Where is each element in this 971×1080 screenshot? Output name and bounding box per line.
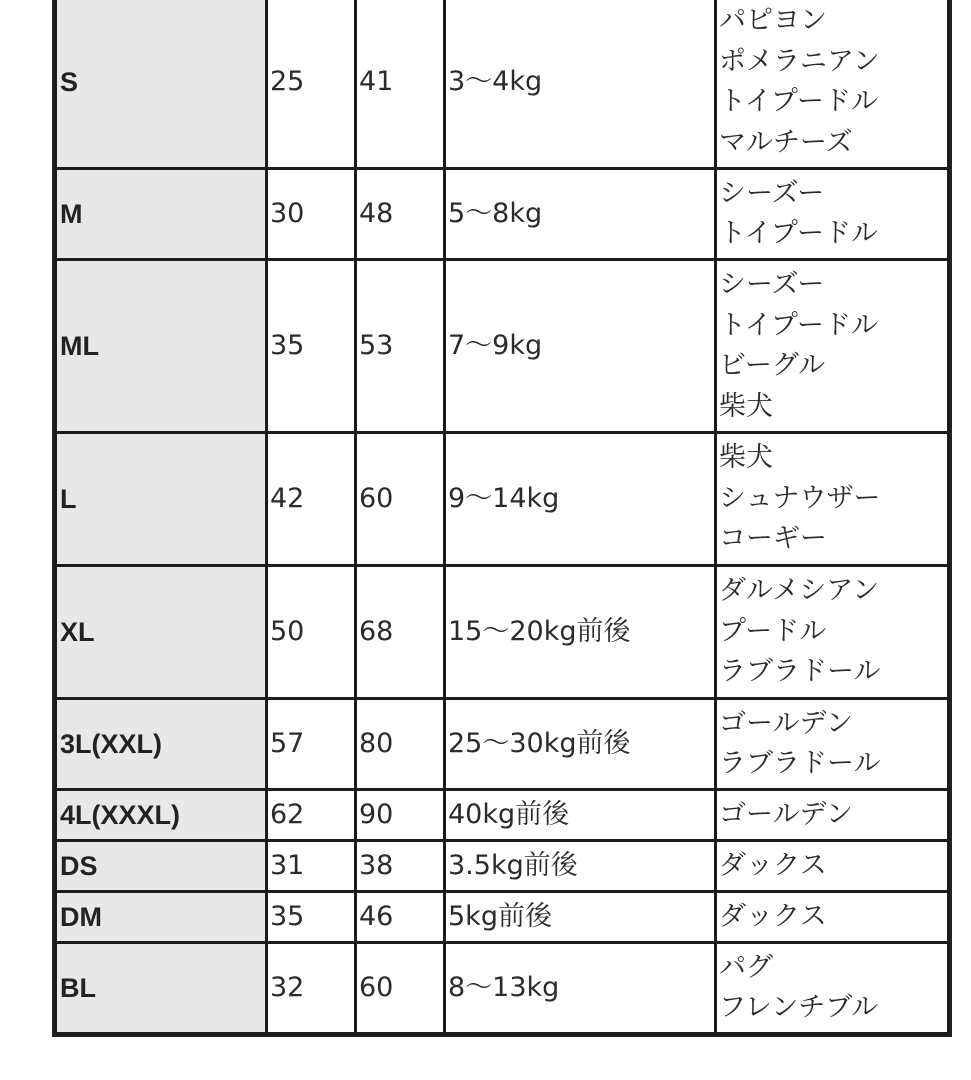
breed-name: パグ <box>719 951 773 983</box>
breed-name: ダルメシアン <box>719 575 880 607</box>
measurement-cell-1: 31 <box>268 842 354 890</box>
breed-name: トイプードル <box>719 86 879 117</box>
breed-name: ダックス <box>719 900 827 932</box>
weight-cell: 5kg前後 <box>446 893 714 941</box>
measurement-cell-1: 35 <box>268 261 354 431</box>
breed-name: フレンチブル <box>719 992 879 1023</box>
table-row <box>57 567 947 697</box>
table-row <box>57 842 947 890</box>
measurement-cell-2: 60 <box>357 434 443 564</box>
breed-name: ダックス <box>719 849 827 881</box>
measurement-cell-1: 30 <box>268 170 354 258</box>
breed-name: ポメラニアン <box>719 45 880 77</box>
weight-cell: 3.5kg前後 <box>446 842 714 890</box>
table-body <box>57 0 947 1032</box>
breed-name: ビーグル <box>719 350 826 381</box>
breeds-cell <box>717 842 947 890</box>
measurement-cell-1: 62 <box>268 791 354 839</box>
measurement-cell-2: 60 <box>357 944 443 1032</box>
weight-cell: 5〜8kg <box>446 170 714 258</box>
breed-name: トイプードル <box>719 218 879 249</box>
size-cell: ML <box>57 261 265 431</box>
measurement-cell-1: 57 <box>268 700 354 788</box>
weight-cell: 3〜4kg <box>446 0 714 167</box>
size-cell: S <box>57 0 265 167</box>
weight-cell: 25〜30kg前後 <box>446 700 714 788</box>
weight-cell: 8〜13kg <box>446 944 714 1032</box>
breed-name: シュナウザー <box>719 482 881 514</box>
size-chart-table <box>52 0 952 1037</box>
breeds-cell <box>717 567 947 697</box>
measurement-cell-1: 50 <box>268 567 354 697</box>
measurement-cell-1: 25 <box>268 0 354 167</box>
breeds-cell <box>717 170 947 258</box>
measurement-cell-2: 38 <box>357 842 443 890</box>
breed-name: ラブラドール <box>719 748 881 779</box>
breeds-cell <box>717 893 947 941</box>
breed-name: ゴールデン <box>719 707 853 739</box>
size-cell: XL <box>57 567 265 697</box>
measurement-cell-2: 48 <box>357 170 443 258</box>
size-cell: 3L(XXL) <box>57 700 265 788</box>
breed-name: ラブラドール <box>719 656 881 688</box>
table-row <box>57 700 947 788</box>
breed-name: プードル <box>719 615 827 647</box>
weight-cell: 15〜20kg前後 <box>446 567 714 697</box>
size-cell: BL <box>57 944 265 1032</box>
measurement-cell-1: 42 <box>268 434 354 564</box>
measurement-cell-1: 32 <box>268 944 354 1032</box>
breeds-cell <box>717 791 947 839</box>
weight-cell: 40kg前後 <box>446 791 714 839</box>
breeds-cell <box>717 0 947 167</box>
size-cell: DM <box>57 893 265 941</box>
breed-name: パピヨン <box>719 5 827 36</box>
table-row <box>57 261 947 431</box>
breeds-cell <box>717 700 947 788</box>
breed-name: マルチーズ <box>719 126 853 158</box>
breed-name: コーギー <box>719 523 827 555</box>
breed-name: トイプードル <box>719 309 879 341</box>
measurement-cell-2: 53 <box>357 261 443 431</box>
weight-cell: 9〜14kg <box>446 434 714 564</box>
size-cell: M <box>57 170 265 258</box>
table-row <box>57 944 947 1032</box>
measurement-cell-1: 35 <box>268 893 354 941</box>
measurement-cell-2: 90 <box>357 791 443 839</box>
breed-name: 柴犬 <box>719 442 773 474</box>
breed-name: ゴールデン <box>719 798 853 830</box>
measurement-cell-2: 80 <box>357 700 443 788</box>
size-cell: DS <box>57 842 265 890</box>
size-cell: 4L(XXXL) <box>57 791 265 839</box>
table-row <box>57 791 947 839</box>
size-table <box>54 0 950 1035</box>
table-row <box>57 170 947 258</box>
measurement-cell-2: 68 <box>357 567 443 697</box>
breed-name: 柴犬 <box>719 390 773 422</box>
breeds-cell <box>717 261 947 431</box>
breeds-cell <box>717 434 947 564</box>
measurement-cell-2: 41 <box>357 0 443 167</box>
measurement-cell-2: 46 <box>357 893 443 941</box>
size-cell: L <box>57 434 265 564</box>
breed-name: シーズー <box>719 177 825 209</box>
table-row <box>57 893 947 941</box>
table-row <box>57 434 947 564</box>
table-row <box>57 0 947 167</box>
breeds-cell <box>717 944 947 1032</box>
breed-name: シーズー <box>719 269 825 300</box>
weight-cell: 7〜9kg <box>446 261 714 431</box>
